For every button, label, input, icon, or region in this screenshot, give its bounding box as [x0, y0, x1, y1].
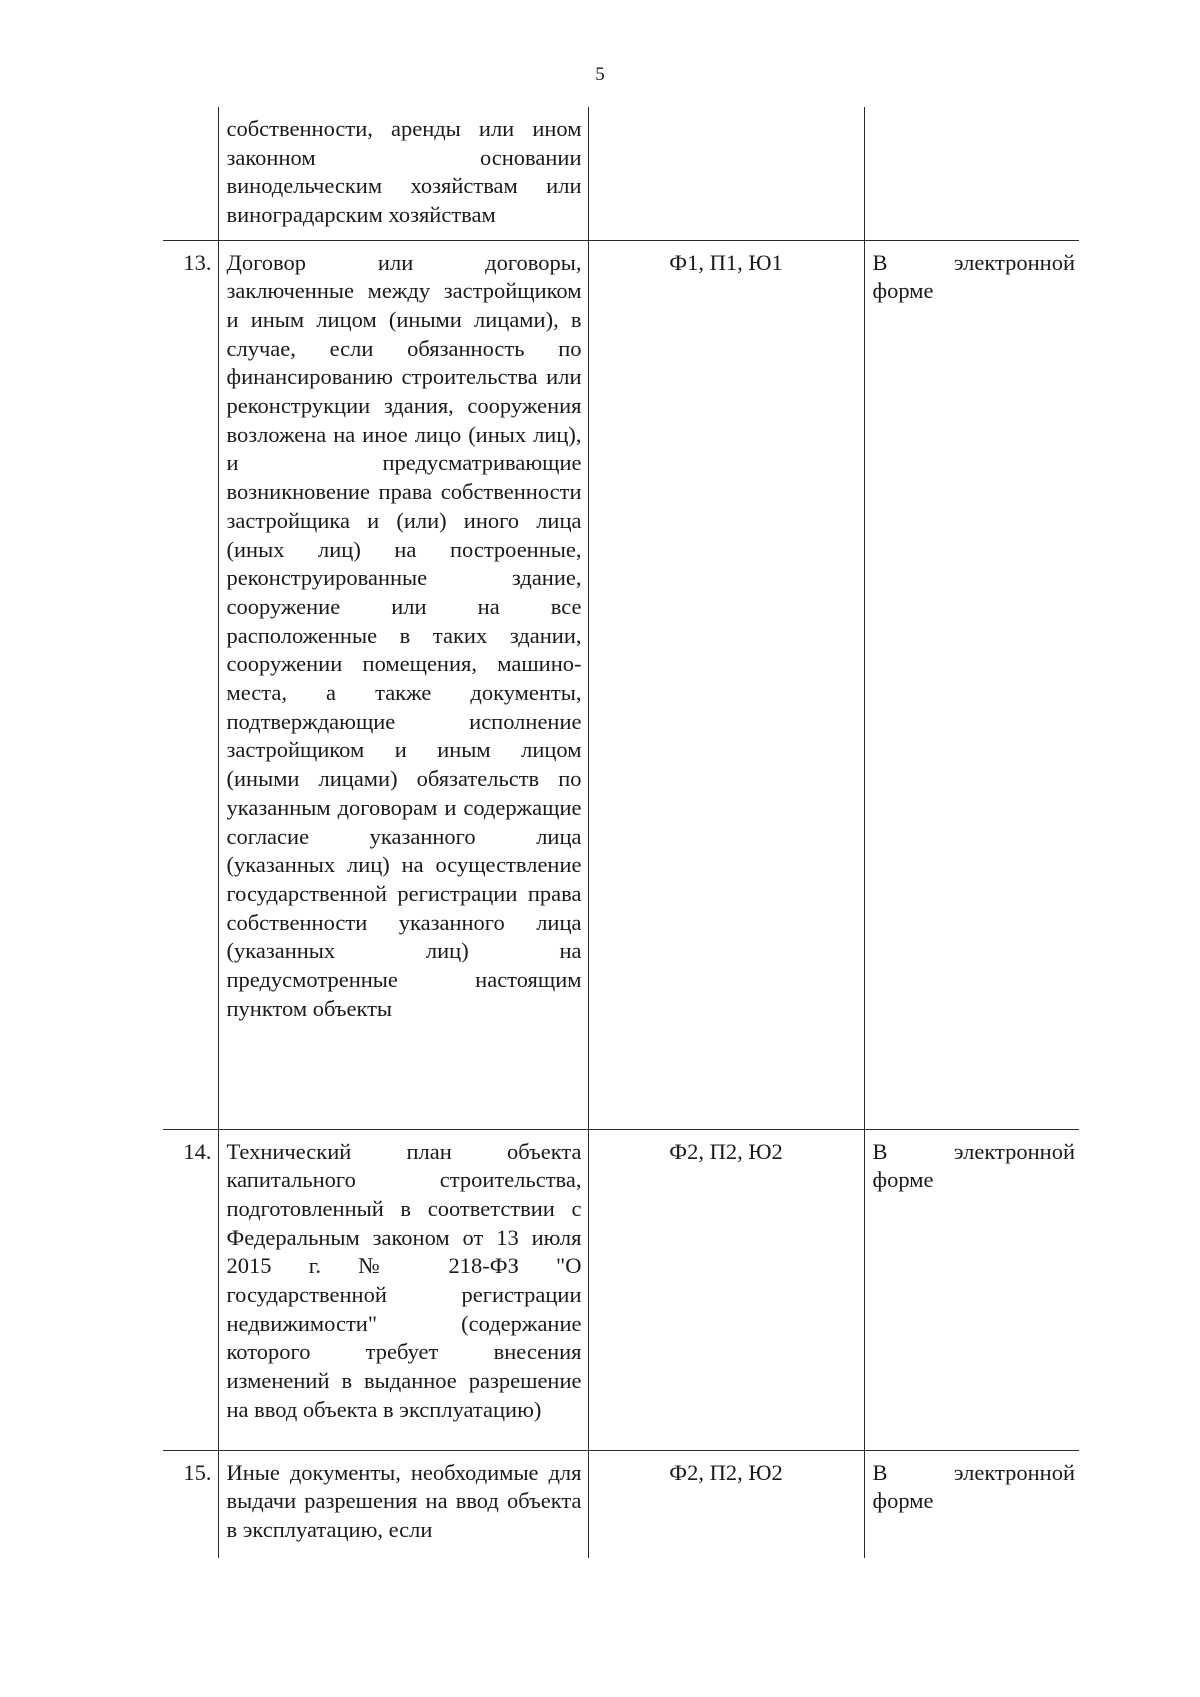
- page-number: 5: [595, 64, 605, 85]
- table-row: [163, 107, 1079, 240]
- mode-word: электронной: [953, 1459, 1075, 1485]
- document-description: Технический план объекта капитального строительства, подготовленный в соответствии с Федеральным законом от 13 июля 2015 г. № 218-ФЗ "О государственной регистрации недвижимости" (содержание которого требует внесения изменений в выданное разрешение на ввод объекта в эксплуатацию): [226, 1138, 582, 1422]
- mode-word: В: [872, 249, 888, 275]
- mode-word: электронной: [953, 1138, 1075, 1164]
- document-description: собственности, аренды или ином законном основании винодельческим хозяйствам или виноградарским хозяйствам: [226, 116, 582, 228]
- row-number: 14.: [163, 1129, 218, 1450]
- row-number: 13.: [163, 240, 218, 1129]
- row-number: [163, 107, 218, 240]
- mode-word: электронной: [953, 249, 1075, 275]
- mode-word: форме: [872, 1488, 934, 1514]
- row-number: 15.: [163, 1450, 218, 1558]
- submission-mode: [864, 107, 1079, 240]
- document-description: Договор или договоры, заключенные между застройщиком и иным лицом (иными лицами), в случае, если обязанность по финансированию строительства или реконструкции здания, сооружения возложена на иное лицо (иных лиц), и предусматривающие возникновение права собственности застройщика и (или) иного лица (иных лиц) на построенные, реконструированные здание, сооружение или на все расположенные в таких здании, сооружении помещения, машино-места, а также документы, подтверждающие исполнение застройщиком и иным лицом (иными лицами) обязательств по указанным договорам и содержащие согласие указанного лица (указанных лиц) на осуществление государственной регистрации права собственности указанного лица (указанных лиц) на предусмотренные настоящим пунктом объекты: [226, 249, 582, 1021]
- applicant-forms: Ф1, П1, Ю1: [588, 240, 864, 1129]
- mode-word: В: [872, 1459, 888, 1485]
- applicant-forms: [588, 107, 864, 240]
- submission-mode: [864, 1129, 1079, 1450]
- mode-word: В: [872, 1138, 888, 1164]
- mode-word: форме: [872, 278, 934, 304]
- applicant-forms: Ф2, П2, Ю2: [588, 1450, 864, 1558]
- submission-mode: [864, 240, 1079, 1129]
- applicant-forms: Ф2, П2, Ю2: [588, 1129, 864, 1450]
- table-row: [163, 1129, 1079, 1450]
- documents-table: [163, 107, 1079, 1558]
- table-row: [163, 240, 1079, 1129]
- table-row: [163, 1450, 1079, 1558]
- submission-mode: [864, 1450, 1079, 1558]
- document-description: Иные документы, необходимые для выдачи разрешения на ввод объекта в эксплуатацию, если: [226, 1459, 582, 1542]
- mode-word: форме: [872, 1167, 934, 1193]
